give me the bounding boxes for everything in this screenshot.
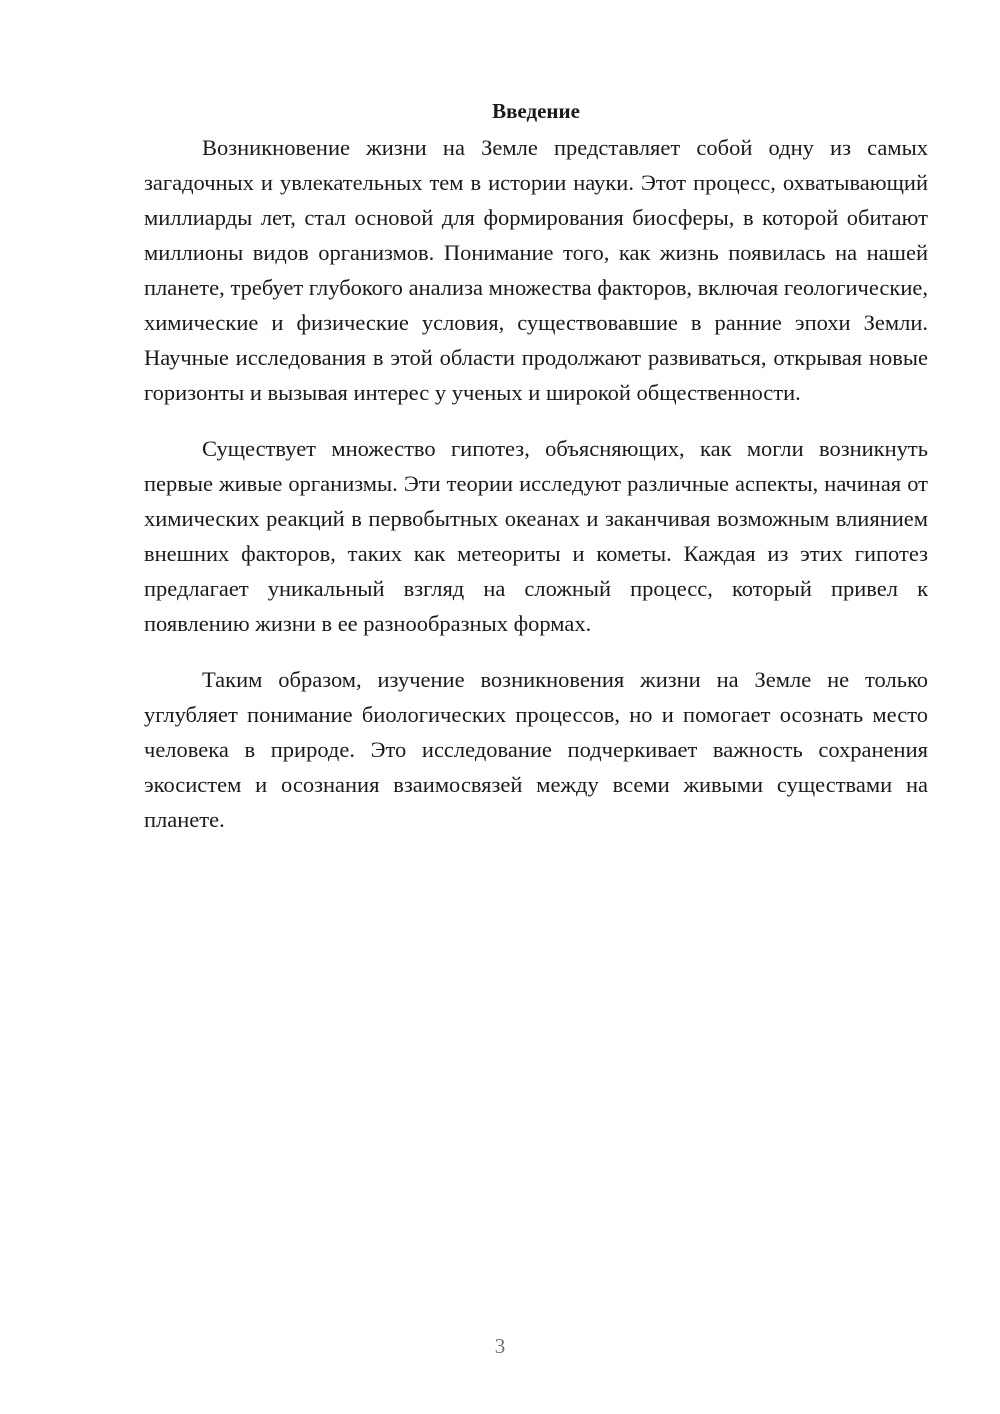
paragraph-2: Существует множество гипотез, объясняющих, как могли возникнуть первые живые организмы. Эти теории исследуют различные аспекты, начиная от химических реакций в первобытных океанах и заканчивая возможным влиянием внешних факторов, таких как метеориты и кометы. Каждая из этих гипотез предлагает уникальный взгляд на сложный процесс, который привел к появлению жизни в ее разнообразных формах. xyxy=(144,436,928,636)
page-number: 3 xyxy=(494,1334,506,1358)
section-title: Введение xyxy=(492,99,580,123)
page-content xyxy=(144,96,928,858)
paragraph-3: Таким образом, изучение возникновения жизни на Земле не только углубляет понимание биологических процессов, но и помогает осознать место человека в природе. Это исследование подчеркивает важность сохранения экосистем и осознания взаимосвязей между всеми живыми существами на планете. xyxy=(144,667,928,832)
paragraph-1: Возникновение жизни на Земле представляет собой одну из самых загадочных и увлекательных тем в истории науки. Этот процесс, охватывающий миллиарды лет, стал основой для формирования биосферы, в которой обитают миллионы видов организмов. Понимание того, как жизнь появилась на нашей планете, требует глубокого анализа множества факторов, включая геологические, химические и физические условия, существовавшие в ранние эпохи Земли. Научные исследования в этой области продолжают развиваться, открывая новые горизонты и вызывая интерес у ученых и широкой общественности. xyxy=(144,135,928,405)
